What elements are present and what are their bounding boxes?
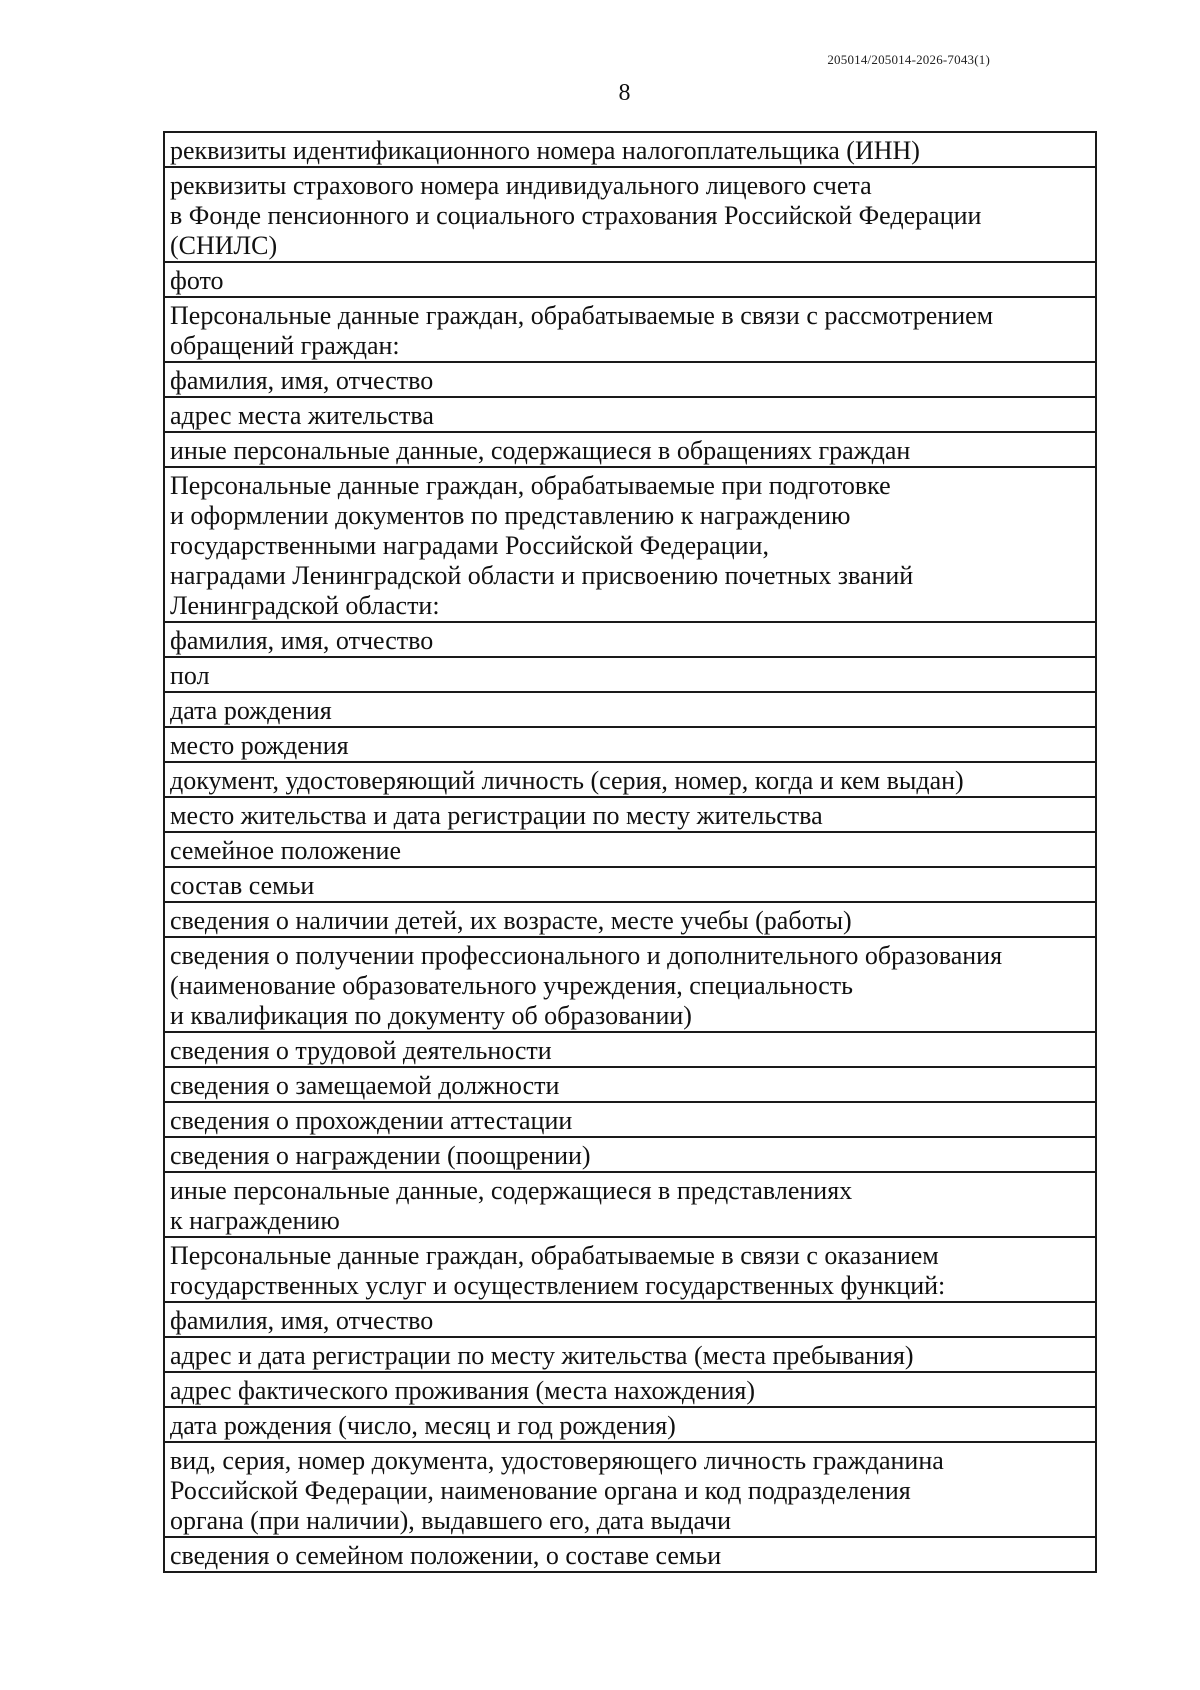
table-cell-text: сведения о замещаемой должности	[170, 1071, 560, 1100]
table-row	[165, 468, 1095, 623]
table-cell-text: органа (при наличии), выдавшего его, дата выдачи	[170, 1506, 731, 1535]
table-row	[165, 1408, 1095, 1443]
table-cell-text: иные персональные данные, содержащиеся в обращениях граждан	[170, 436, 911, 465]
table-cell-text: дата рождения (число, месяц и год рождения)	[170, 1411, 676, 1440]
table-cell-text: фамилия, имя, отчество	[170, 1306, 434, 1335]
table-cell-text: и оформлении документов по представлению к награждению	[170, 501, 851, 530]
table-cell-text: и квалификация по документу об образовании)	[170, 1001, 692, 1030]
table-row	[165, 623, 1095, 658]
table-row	[165, 1103, 1095, 1138]
table-cell-text: место жительства и дата регистрации по месту жительства	[170, 801, 823, 830]
table-row	[165, 868, 1095, 903]
table-row	[165, 168, 1095, 263]
table-row	[165, 728, 1095, 763]
table-cell-text: дата рождения	[170, 696, 332, 725]
table-cell-text: (наименование образовательного учреждения, специальность	[170, 971, 854, 1000]
table-row	[165, 833, 1095, 868]
table-row	[165, 1033, 1095, 1068]
table-row	[165, 1068, 1095, 1103]
table-cell-text: фамилия, имя, отчество	[170, 366, 434, 395]
table-row	[165, 938, 1095, 1033]
table-row	[165, 1138, 1095, 1173]
personal-data-table	[163, 131, 1097, 1573]
table-cell-text: сведения о награждении (поощрении)	[170, 1141, 591, 1170]
table-cell-text: семейное положение	[170, 836, 402, 865]
table-cell-text: иные персональные данные, содержащиеся в представлениях	[170, 1176, 853, 1205]
table-cell-text: в Фонде пенсионного и социального страхования Российской Федерации	[170, 201, 982, 230]
table-cell-text: государственных услуг и осуществлением государственных функций:	[170, 1271, 946, 1300]
table-cell-text: фото	[170, 266, 224, 295]
table-cell-text: Персональные данные граждан, обрабатываемые в связи с рассмотрением	[170, 301, 994, 330]
table-cell-text: обращений граждан:	[170, 331, 400, 360]
table-cell-text: (СНИЛС)	[170, 231, 278, 260]
table-cell-text: Российской Федерации, наименование органа и код подразделения	[170, 1476, 911, 1505]
table-row	[165, 1443, 1095, 1538]
table-cell-text: сведения о трудовой деятельности	[170, 1036, 552, 1065]
page-number: 8	[618, 80, 631, 106]
table-row	[165, 798, 1095, 833]
table-cell-text: сведения о наличии детей, их возрасте, месте учебы (работы)	[170, 906, 852, 935]
table-cell-text: адрес и дата регистрации по месту жительства (места пребывания)	[170, 1341, 914, 1370]
table-row	[165, 1338, 1095, 1373]
table-row	[165, 693, 1095, 728]
table-cell-text: адрес фактического проживания (места нахождения)	[170, 1376, 756, 1405]
table-cell-text: Персональные данные граждан, обрабатываемые при подготовке	[170, 471, 891, 500]
table-cell-text: сведения о прохождении аттестации	[170, 1106, 573, 1135]
table-cell-text: вид, серия, номер документа, удостоверяющего личность гражданина	[170, 1446, 944, 1475]
table-cell-text: сведения о получении профессионального и дополнительного образования	[170, 941, 1003, 970]
table-row	[165, 903, 1095, 938]
table-row	[165, 1373, 1095, 1408]
table-row	[165, 658, 1095, 693]
table-row	[165, 263, 1095, 298]
table-row	[165, 763, 1095, 798]
document-number: 205014/205014-2026-7043(1)	[827, 52, 990, 67]
table-row	[165, 433, 1095, 468]
table-row	[165, 363, 1095, 398]
table-cell-text: Ленинградской области:	[170, 591, 440, 620]
table-cell-text: сведения о семейном положении, о составе семьи	[170, 1541, 722, 1570]
table-row	[165, 1303, 1095, 1338]
table-cell-text: состав семьи	[170, 871, 315, 900]
table-cell-text: фамилия, имя, отчество	[170, 626, 434, 655]
table-row	[165, 298, 1095, 363]
table-row	[165, 1173, 1095, 1238]
table-cell-text: пол	[170, 661, 210, 690]
table-row	[165, 133, 1095, 168]
table-cell-text: реквизиты страхового номера индивидуального лицевого счета	[170, 171, 872, 200]
table-cell-text: документ, удостоверяющий личность (серия, номер, когда и кем выдан)	[170, 766, 964, 795]
table-cell-text: наградами Ленинградской области и присвоению почетных званий	[170, 561, 914, 590]
table-cell-text: реквизиты идентификационного номера налогоплательщика (ИНН)	[170, 136, 920, 165]
table-row	[165, 1238, 1095, 1303]
table-row	[165, 1538, 1095, 1573]
table-cell-text: адрес места жительства	[170, 401, 434, 430]
table-cell-text: место рождения	[170, 731, 349, 760]
table-cell-text: к награждению	[170, 1206, 340, 1235]
table-cell-text: государственными наградами Российской Федерации,	[170, 531, 769, 560]
table-row	[165, 398, 1095, 433]
table-cell-text: Персональные данные граждан, обрабатываемые в связи с оказанием	[170, 1241, 939, 1270]
